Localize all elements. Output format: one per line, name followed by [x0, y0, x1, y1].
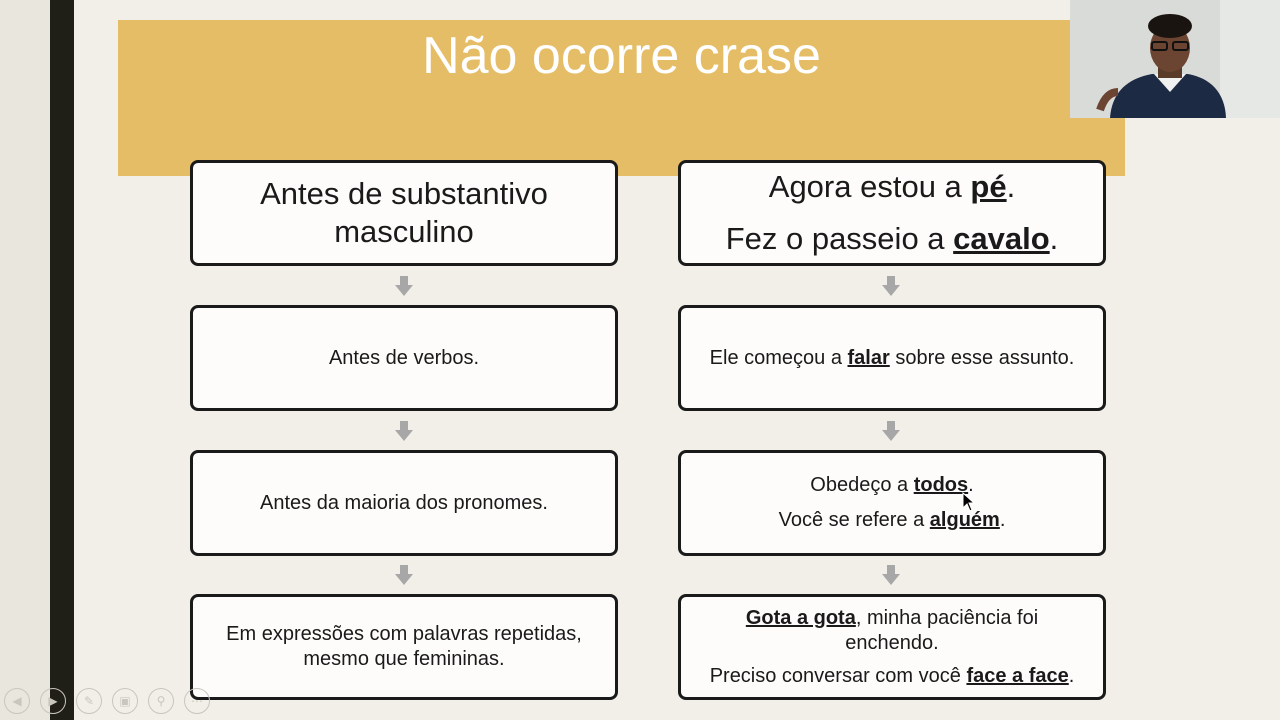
example-word: alguém: [929, 509, 1000, 531]
slide-title: Não ocorre crase: [422, 27, 821, 85]
more-icon[interactable]: ⋯: [184, 688, 210, 714]
example-word: Gota a gota: [745, 606, 856, 629]
text: .: [1006, 169, 1016, 204]
down-arrow-icon: [395, 421, 413, 441]
example-word: face a face: [966, 664, 1069, 687]
left-box-3-line-1: Antes da maioria dos pronomes.: [260, 491, 548, 514]
right-box-3: [678, 450, 1106, 556]
left-box-4: [190, 594, 618, 700]
left-box-2: [190, 305, 618, 411]
text: .: [1068, 664, 1075, 687]
down-arrow-icon: [882, 421, 900, 441]
text: .: [968, 474, 974, 496]
right-box-1-line-1: [769, 168, 1015, 206]
text: Ele começou a: [709, 346, 848, 369]
right-box-3-line-1: [810, 473, 973, 498]
text: .: [1049, 221, 1059, 256]
left-box-1-line-1: Antes de substantivo: [260, 176, 548, 211]
left-dark-bar: [50, 0, 74, 720]
right-box-1-line-2: [726, 220, 1059, 258]
text: Agora estou a: [768, 169, 971, 204]
presenter-figure: [1070, 0, 1280, 118]
mouse-cursor-icon: [962, 492, 976, 512]
left-box-2-line-1: Antes de verbos.: [328, 346, 480, 369]
example-word: cavalo: [953, 221, 1050, 256]
text: Você se refere a: [778, 509, 930, 531]
left-box-1-line-2: masculino: [334, 214, 474, 249]
right-box-4-line-1: [746, 606, 1038, 631]
right-box-4-line-2: enchendo.: [845, 631, 939, 654]
text: , minha paciência foi: [855, 606, 1039, 629]
down-arrow-icon: [882, 565, 900, 585]
slides-icon[interactable]: ▣: [112, 688, 138, 714]
right-box-2: [678, 305, 1106, 411]
presenter-webcam: [1070, 0, 1280, 118]
down-arrow-icon: [882, 276, 900, 296]
left-box-4-line-1: Em expressões com palavras repetidas,: [226, 623, 582, 645]
example-word: todos: [913, 474, 969, 496]
right-box-4-line-3: [710, 664, 1075, 689]
text: .: [999, 509, 1006, 531]
left-margin: [0, 0, 50, 720]
play-icon[interactable]: ▶: [40, 688, 66, 714]
zoom-icon[interactable]: ⚲: [148, 688, 174, 714]
text: Fez o passeio a: [725, 221, 954, 256]
down-arrow-icon: [395, 276, 413, 296]
previous-icon[interactable]: ◀: [4, 688, 30, 714]
text: sobre esse assunto.: [889, 346, 1075, 369]
right-box-2-line-1: [710, 346, 1075, 371]
left-box-3: [190, 450, 618, 556]
pen-icon[interactable]: ✎: [76, 688, 102, 714]
left-box-1: [190, 160, 618, 266]
right-box-1: [678, 160, 1106, 266]
example-word: falar: [847, 346, 890, 369]
presentation-controls: [4, 688, 210, 716]
down-arrow-icon: [395, 565, 413, 585]
text: Obedeço a: [810, 474, 914, 496]
text: Preciso conversar com você: [709, 664, 967, 687]
left-box-4-line-2: mesmo que femininas.: [303, 648, 505, 670]
example-word: pé: [970, 169, 1007, 204]
right-box-4: [678, 594, 1106, 700]
